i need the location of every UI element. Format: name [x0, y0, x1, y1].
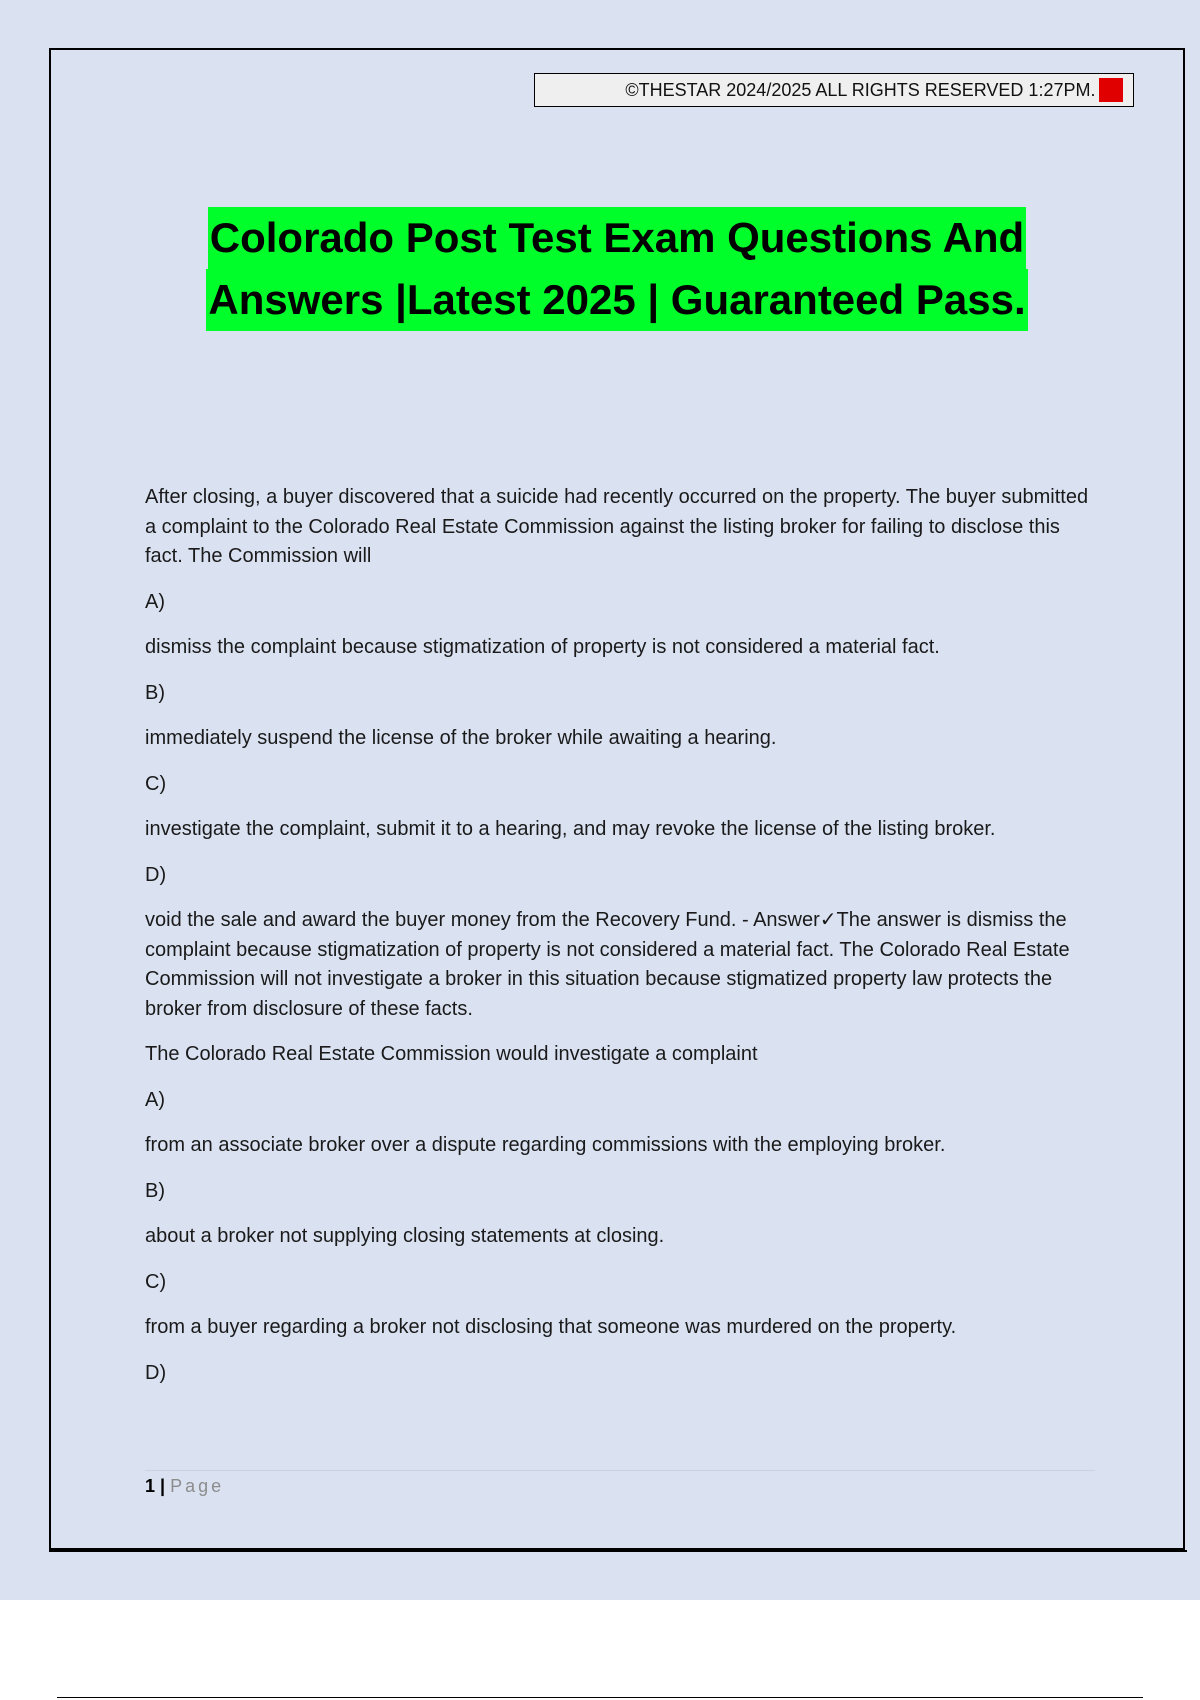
title-line-1: Colorado Post Test Exam Questions And [208, 207, 1026, 269]
question-2-option-c-text: from a buyer regarding a broker not disclosing that someone was murdered on the property. [145, 1316, 957, 1338]
page-footer [145, 1473, 224, 1499]
question-1-option-b-letter: B) [145, 681, 165, 704]
footer-divider [145, 1470, 1095, 1471]
title-line-2: Answers |Latest 2025 | Guaranteed Pass. [206, 269, 1027, 331]
document-title [80, 207, 1154, 331]
next-page-edge [57, 1697, 1143, 1698]
question-1-option-d-answer: void the sale and award the buyer money from the Recovery Fund. - Answer✓The answer is dismiss the complaint because stigmatization of property is not considered a material fact. The Colorado Real Estate Commission will not investigate a broker in this situation because stigmatized property law protects the broker from disclosure of these facts. [145, 909, 1070, 1020]
question-2-option-a-text: from an associate broker over a dispute regarding commissions with the employing broker. [145, 1134, 946, 1156]
grade-badge: A+ [1099, 78, 1123, 102]
copyright-text: ©THESTAR 2024/2025 ALL RIGHTS RESERVED 1:27PM. [625, 79, 1096, 100]
question-2-option-c-letter: C) [145, 1270, 167, 1293]
question-2-option-b-letter: B) [145, 1179, 165, 1202]
page-label: Page [170, 1476, 225, 1496]
question-1-option-a-letter: A) [145, 590, 165, 613]
question-2-option-d-letter: D) [145, 1361, 167, 1384]
question-1-stem: After closing, a buyer discovered that a suicide had recently occurred on the property. The buyer submitted a complaint to the Colorado Real Estate Commission against the listing broker for failing to disclose this fact. The Commission will [145, 486, 1089, 567]
question-1-option-b-text: immediately suspend the license of the broker while awaiting a hearing. [145, 727, 777, 749]
question-content [145, 483, 1095, 1404]
question-1-option-c-letter: C) [145, 772, 167, 795]
question-1-option-a-text: dismiss the complaint because stigmatization of property is not considered a material fact. [145, 636, 940, 658]
question-2-stem: The Colorado Real Estate Commission would investigate a complaint [145, 1043, 758, 1065]
footer-separator: | [160, 1476, 166, 1496]
question-1-option-d-letter: D) [145, 863, 167, 886]
question-2-option-a-letter: A) [145, 1088, 165, 1111]
page-number: 1 [145, 1476, 156, 1496]
question-2-option-b-text: about a broker not supplying closing statements at closing. [145, 1225, 665, 1247]
copyright-header [534, 73, 1134, 107]
question-1-option-c-text: investigate the complaint, submit it to a hearing, and may revoke the license of the listing broker. [145, 818, 996, 840]
